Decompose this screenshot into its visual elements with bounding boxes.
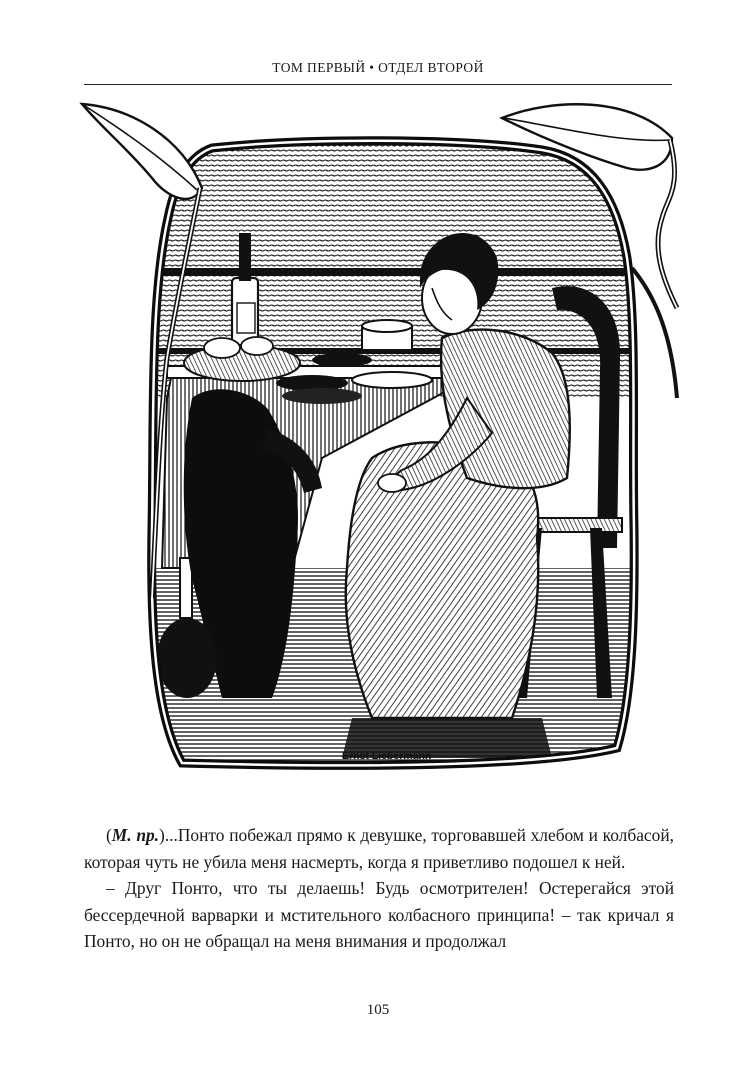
abbreviation: М. пр. — [111, 825, 160, 845]
header-rule — [84, 84, 672, 85]
paragraph — [84, 822, 674, 875]
page-number: 105 — [366, 1002, 390, 1018]
paragraph: – Друг Понто, что ты делаешь! Будь осмотрителен! Остерегайся этой бессердечной варварки и мстительного колбасного принципа! – так кричал я Понто, но он не обращал на меня внимания и продолжал — [84, 878, 674, 951]
running-head: ТОМ ПЕРВЫЙ • ОТДЕЛ ВТОРОЙ — [272, 60, 484, 75]
illustration — [72, 98, 684, 782]
artist-signature: Ernst Liebermann — [342, 750, 432, 762]
paragraph-text: )...Понто побежал прямо к девушке, торговавшей хлебом и колбасой, которая чуть не убила меня насмерть, когда я приветливо подошел к ней. — [84, 825, 674, 872]
body-text — [84, 822, 674, 955]
scene — [142, 138, 642, 768]
paren-open: ( — [106, 825, 112, 845]
